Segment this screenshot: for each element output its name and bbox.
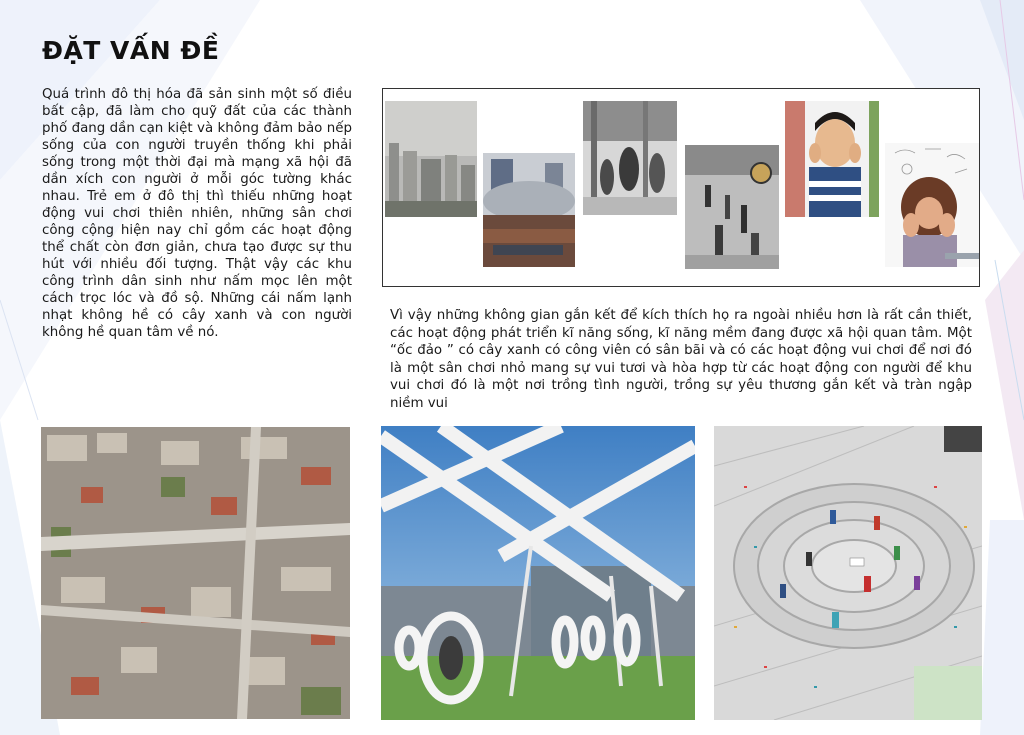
page-title: ĐẶT VẤN ĐỀ (42, 36, 220, 65)
solution-paragraph: Vì vậy những không gian gắn kết để kích thích họ ra ngoài nhiều hơn là rất cần thiết, các hoạt động phát triển kĩ năng sống, kĩ năng mềm đang được xã hội quan tâm. Một “ốc đảo ” có cây xanh có công viên có sân bãi và có các hoạt động vui chơi để nơi đó là một sân chơi nhỏ mang sự vui tươi và hòa hợp từ các hoạt động con người để khu vui chơi đó là một nơi trồng tình người, trồng sự yêu thương gắn kết và tràn ngập niềm vui (390, 308, 972, 411)
intro-paragraph: Quá trình đô thị hóa đã sản sinh một số điều bất cập, đã làm cho quỹ đất của các thành phố đang dần cạn kiệt và không đảm bảo nếp sống của con người truyền thống khi phải sống trong một thời đại mà mạng xã hội đã dần xích con người ở mỗi góc tường khác nhau. Trẻ em ở đô thị thì thiếu những hoạt động vui chơi thiên nhiên, những sân chơi công cộng hiện nay chỉ gồm các hoạt động thể chất còn đơn giản, chưa tạo được sự thu hút với nhiều đối tượng. Thật vậy các khu công trình dân sinh như nấm mọc lên một cách trọc lóc và đồ sộ. Những cái nấm lạnh nhạt không hề có cây xanh và con người không hề quan tâm về nó. (42, 87, 352, 340)
sad-child-photo (785, 101, 879, 217)
burning-slum-photo (483, 153, 575, 267)
smog-city-photo (385, 101, 477, 217)
aerial-city-photo (41, 427, 350, 719)
crowd-bw-photo (583, 101, 677, 215)
station-crowd-photo (685, 145, 779, 269)
swing-pavilion-photo (381, 426, 695, 720)
urban-problems-collage (382, 88, 980, 287)
stressed-woman-photo (885, 143, 979, 267)
playground-axonometric-render (714, 426, 982, 720)
